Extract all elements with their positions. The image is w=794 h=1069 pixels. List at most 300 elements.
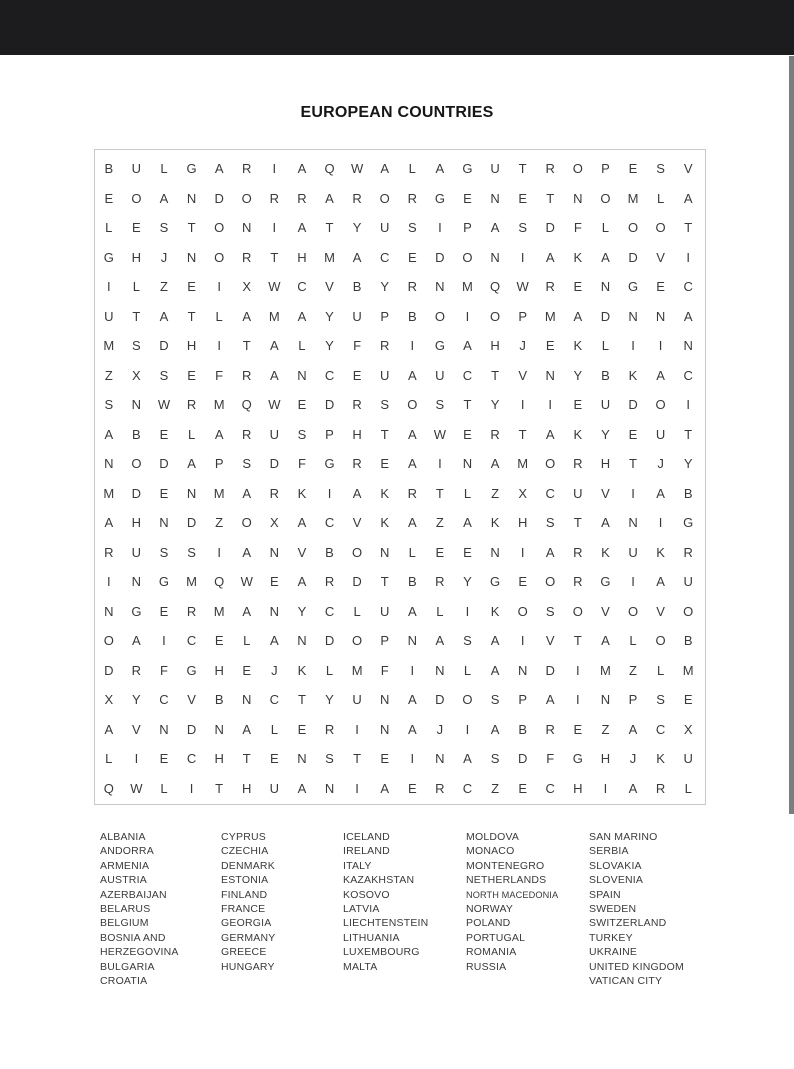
grid-letter: E	[407, 780, 417, 796]
grid-letter: E	[214, 633, 224, 649]
grid-letter: B	[132, 426, 141, 442]
grid-letter: H	[131, 515, 142, 531]
grid-letter: O	[545, 456, 556, 472]
grid-letter: U	[655, 426, 666, 442]
grid-letter: E	[628, 426, 638, 442]
grid-letter: S	[132, 338, 141, 354]
grid-letter: L	[243, 633, 251, 649]
grid-letter: I	[410, 662, 415, 678]
grid-letter: O	[241, 190, 252, 206]
grid-letter: A	[407, 367, 417, 383]
grid-letter: E	[104, 190, 114, 206]
grid-letter: L	[325, 662, 334, 678]
grid-letter: T	[380, 574, 389, 590]
word-list-entry: BELGIUM	[100, 917, 149, 930]
grid-letter: R	[573, 544, 583, 560]
grid-letter: E	[269, 574, 279, 590]
grid-letter: A	[435, 161, 445, 177]
grid-letter: I	[520, 544, 525, 560]
grid-letter: A	[187, 456, 196, 472]
grid-letter: X	[518, 485, 527, 501]
grid-letter: R	[407, 485, 417, 501]
grid-letter: O	[434, 308, 445, 324]
grid-letter: R	[242, 161, 252, 177]
grid-letter: O	[103, 633, 114, 649]
grid-letter: K	[297, 662, 307, 678]
word-list-entry: PORTUGAL	[466, 931, 526, 944]
grid-letter: N	[462, 456, 473, 472]
grid-letter: I	[631, 574, 635, 590]
grid-letter: I	[631, 485, 635, 501]
grid-letter: W	[516, 279, 529, 295]
grid-letter: O	[352, 633, 363, 649]
grid-letter: Y	[297, 603, 307, 619]
grid-letter: E	[518, 780, 527, 796]
grid-letter: L	[353, 603, 361, 619]
word-list-entry: MONTENEGRO	[466, 859, 545, 872]
word-list-entry: CYPRUS	[221, 831, 266, 843]
grid-letter: N	[297, 751, 307, 767]
grid-letter: A	[490, 220, 500, 236]
grid-letter: N	[407, 633, 417, 649]
word-list-entry: BOSNIA AND	[100, 931, 166, 944]
grid-letter: F	[159, 662, 168, 678]
grid-letter: R	[242, 367, 252, 383]
grid-letter: A	[656, 367, 665, 383]
grid-letter: H	[490, 338, 500, 354]
grid-letter: N	[131, 574, 142, 590]
grid-letter: U	[269, 426, 280, 442]
grid-letter: G	[490, 574, 501, 590]
grid-letter: N	[435, 662, 445, 678]
grid-letter: A	[463, 751, 472, 767]
grid-letter: A	[573, 308, 583, 324]
grid-letter: A	[490, 633, 500, 649]
grid-letter: E	[159, 426, 169, 442]
grid-letter: T	[242, 751, 251, 767]
grid-letter: D	[435, 249, 445, 265]
grid-letter: D	[628, 397, 638, 413]
grid-letter: O	[462, 249, 473, 265]
grid-letter: G	[627, 279, 639, 295]
grid-letter: N	[435, 279, 445, 295]
grid-letter: O	[131, 456, 142, 472]
grid-letter: A	[407, 426, 417, 442]
word-list-entry: SAN MARINO	[589, 831, 658, 843]
grid-letter: R	[573, 574, 583, 590]
word-list-entry: MALTA	[343, 960, 378, 973]
grid-letter: C	[545, 780, 555, 796]
grid-letter: U	[131, 161, 142, 177]
word-list-entry: POLAND	[466, 917, 511, 930]
grid-letter: V	[683, 161, 693, 177]
grid-letter: E	[545, 338, 555, 354]
grid-letter: R	[352, 190, 362, 206]
grid-letter: F	[573, 220, 582, 236]
grid-letter: A	[297, 308, 307, 324]
grid-letter: A	[297, 161, 307, 177]
grid-letter: X	[269, 515, 279, 531]
grid-letter: M	[213, 485, 225, 501]
grid-letter: K	[656, 544, 665, 560]
grid-letter: N	[324, 780, 335, 796]
word-list-entry: LATVIA	[343, 903, 380, 916]
grid-letter: A	[407, 692, 417, 708]
grid-letter: A	[380, 780, 390, 796]
grid-letter: L	[463, 485, 472, 501]
grid-letter: A	[104, 426, 114, 442]
grid-letter: H	[600, 456, 611, 472]
grid-letter: E	[518, 190, 527, 206]
grid-letter: S	[159, 544, 169, 560]
grid-letter: O	[214, 249, 225, 265]
grid-letter: H	[600, 751, 611, 767]
grid-letter: I	[576, 692, 580, 708]
grid-letter: O	[655, 397, 666, 413]
word-list	[0, 830, 794, 1000]
grid-letter: Y	[490, 397, 500, 413]
grid-letter: I	[520, 249, 525, 265]
grid-letter: H	[214, 751, 224, 767]
grid-letter: S	[159, 220, 169, 236]
grid-letter: L	[684, 780, 692, 796]
puzzle-title: EUROPEAN COUNTRIES	[300, 104, 494, 121]
word-list-entry: RUSSIA	[466, 960, 507, 973]
grid-letter: P	[518, 692, 527, 708]
grid-letter: R	[545, 161, 555, 177]
word-list-column	[100, 830, 179, 988]
grid-letter: H	[186, 338, 197, 354]
word-list-entry: LIECHTENSTEIN	[343, 917, 429, 930]
grid-letter: T	[132, 308, 141, 324]
grid-letter: M	[213, 603, 225, 619]
right-edge-strip	[789, 56, 794, 814]
grid-letter: E	[159, 751, 169, 767]
grid-letter: S	[380, 397, 390, 413]
grid-letter: F	[215, 367, 224, 383]
grid-letter: V	[545, 633, 555, 649]
grid-letter: A	[159, 190, 169, 206]
grid-letter: V	[518, 367, 527, 383]
grid-letter: E	[407, 249, 417, 265]
grid-letter: I	[189, 780, 194, 796]
grid-letter: C	[297, 279, 307, 295]
word-list-entry: LITHUANIA	[343, 931, 400, 944]
grid-letter: I	[658, 515, 663, 531]
grid-letter: P	[463, 220, 472, 236]
grid-letter: U	[683, 574, 693, 590]
grid-letter: E	[463, 544, 472, 560]
grid-letter: S	[159, 367, 169, 383]
grid-letter: D	[159, 456, 169, 472]
grid-letter: I	[438, 220, 442, 236]
grid-letter: T	[463, 397, 472, 413]
grid-letter: S	[490, 751, 500, 767]
grid-letter: C	[186, 633, 197, 649]
grid-letter: R	[131, 662, 142, 678]
grid-letter: R	[573, 456, 583, 472]
grid-letter: E	[380, 751, 390, 767]
grid-letter: Y	[380, 279, 390, 295]
grid-letter: T	[380, 426, 389, 442]
word-list-entry: UNITED KINGDOM	[589, 960, 684, 973]
grid-letter: A	[628, 721, 638, 737]
grid-letter: P	[628, 692, 638, 708]
grid-letter: H	[517, 515, 528, 531]
grid-letter: Z	[159, 279, 168, 295]
grid-letter: D	[600, 308, 611, 324]
grid-letter: N	[683, 338, 693, 354]
grid-letter: A	[380, 161, 390, 177]
grid-letter: I	[465, 721, 470, 737]
grid-letter: D	[628, 249, 638, 265]
grid-letter: I	[327, 485, 332, 501]
grid-letter: Y	[132, 692, 141, 708]
grid-letter: D	[186, 515, 197, 531]
grid-letter: X	[132, 367, 141, 383]
grid-letter: H	[573, 780, 583, 796]
grid-letter: J	[629, 751, 637, 767]
grid-letter: I	[217, 338, 221, 354]
word-list-entry: FINLAND	[221, 888, 268, 901]
grid-letter: A	[159, 308, 169, 324]
grid-letter: F	[297, 456, 306, 472]
grid-letter: D	[517, 751, 528, 767]
grid-letter: E	[297, 397, 307, 413]
grid-letter: C	[462, 367, 473, 383]
grid-letter: V	[601, 603, 610, 619]
grid-letter: R	[490, 426, 500, 442]
grid-letter: C	[159, 692, 169, 708]
grid-letter: D	[545, 662, 555, 678]
grid-letter: M	[627, 190, 639, 206]
grid-letter: I	[520, 397, 525, 413]
grid-letter: N	[490, 249, 500, 265]
word-list-entry: NORWAY	[466, 903, 514, 916]
grid-letter: B	[407, 574, 417, 590]
word-list-entry: TURKEY	[589, 931, 633, 944]
grid-letter: S	[435, 397, 445, 413]
grid-letter: S	[463, 633, 472, 649]
grid-letter: R	[435, 574, 445, 590]
grid-letter: I	[134, 751, 139, 767]
word-list-entry: GERMANY	[221, 931, 276, 944]
word-list-entry: HERZEGOVINA	[100, 946, 179, 959]
grid-letter: A	[352, 249, 362, 265]
grid-letter: I	[465, 603, 470, 619]
grid-letter: N	[159, 721, 169, 737]
grid-letter: R	[104, 544, 114, 560]
grid-letter: E	[573, 279, 583, 295]
word-list-entry: FRANCE	[221, 903, 266, 916]
grid-letter: L	[656, 190, 665, 206]
word-list-entry: SWEDEN	[589, 903, 637, 916]
grid-letter: O	[627, 220, 639, 236]
grid-letter: R	[655, 780, 666, 796]
grid-letter: O	[131, 190, 142, 206]
grid-letter: W	[240, 574, 253, 590]
grid-letter: I	[410, 338, 415, 354]
grid-letter: Y	[325, 338, 334, 354]
grid-letter: L	[656, 662, 665, 678]
grid-letter: V	[656, 249, 665, 265]
grid-letter: O	[572, 603, 583, 619]
grid-letter: N	[214, 721, 224, 737]
grid-letter: H	[297, 249, 307, 265]
grid-letter: N	[517, 662, 528, 678]
grid-letter: O	[600, 190, 611, 206]
grid-letter: S	[104, 397, 114, 413]
grid-letter: A	[242, 485, 252, 501]
grid-letter: B	[407, 308, 417, 324]
grid-letter: V	[297, 544, 307, 560]
grid-letter: S	[297, 426, 307, 442]
grid-letter: V	[132, 721, 141, 737]
grid-letter: N	[490, 190, 500, 206]
grid-letter: T	[270, 249, 279, 265]
grid-letter: R	[407, 279, 417, 295]
grid-letter: G	[131, 603, 142, 619]
grid-letter: K	[573, 338, 583, 354]
grid-letter: A	[601, 515, 610, 531]
grid-letter: K	[601, 544, 610, 560]
grid-letter: A	[214, 426, 224, 442]
grid-letter: B	[518, 721, 527, 737]
grid-letter: T	[325, 220, 334, 236]
word-list-entry: CZECHIA	[221, 845, 269, 858]
grid-letter: R	[324, 574, 335, 590]
grid-letter: K	[573, 426, 583, 442]
grid-letter: E	[573, 721, 583, 737]
grid-letter: L	[408, 544, 416, 560]
grid-letter: A	[601, 633, 610, 649]
grid-letter: I	[106, 574, 111, 590]
grid-letter: R	[186, 603, 197, 619]
grid-letter: T	[684, 220, 693, 236]
grid-letter: W	[350, 161, 364, 177]
grid-letter: N	[573, 190, 583, 206]
grid-letter: M	[103, 338, 115, 354]
grid-letter: I	[520, 633, 525, 649]
grid-letter: A	[656, 574, 665, 590]
grid-letter: G	[462, 161, 473, 177]
grid-letter: L	[408, 161, 416, 177]
word-list-entry: LUXEMBOURG	[343, 946, 420, 959]
grid-letter: R	[380, 338, 390, 354]
grid-letter: O	[241, 515, 252, 531]
word-list-column	[589, 830, 684, 988]
grid-letter: E	[187, 367, 196, 383]
grid-letter: O	[462, 692, 473, 708]
grid-letter: G	[683, 515, 694, 531]
grid-letter: N	[131, 397, 142, 413]
grid-letter: N	[380, 721, 390, 737]
grid-letter: O	[655, 633, 666, 649]
grid-letter: E	[573, 397, 583, 413]
grid-letter: H	[214, 662, 224, 678]
grid-letter: I	[548, 397, 553, 413]
grid-letter: S	[656, 692, 665, 708]
grid-letter: U	[352, 692, 362, 708]
grid-letter: K	[490, 603, 500, 619]
grid-letter: A	[463, 338, 472, 354]
grid-letter: E	[187, 279, 196, 295]
word-list-column	[221, 830, 276, 974]
grid-letter: P	[601, 161, 610, 177]
grid-letter: B	[601, 367, 610, 383]
grid-letter: R	[269, 485, 280, 501]
grid-letter: E	[352, 367, 362, 383]
grid-letter: R	[352, 456, 362, 472]
grid-letter: N	[297, 367, 307, 383]
grid-letter: P	[518, 308, 527, 324]
grid-letter: K	[628, 367, 638, 383]
grid-letter: U	[104, 308, 114, 324]
grid-letter: L	[132, 279, 140, 295]
grid-letter: J	[160, 249, 168, 265]
grid-letter: A	[242, 603, 252, 619]
grid-letter: T	[215, 780, 224, 796]
grid-letter: J	[271, 662, 278, 678]
grid-letter: X	[683, 721, 693, 737]
grid-letter: L	[270, 721, 278, 737]
grid-letter: N	[600, 692, 611, 708]
grid-letter: M	[324, 249, 335, 265]
grid-letter: O	[379, 190, 390, 206]
grid-letter: D	[324, 397, 335, 413]
grid-letter: B	[325, 544, 334, 560]
grid-letter: N	[297, 633, 307, 649]
word-list-entry: ALBANIA	[100, 831, 146, 843]
top-black-bar	[0, 0, 794, 55]
grid-letter: A	[132, 633, 141, 649]
grid-letter: T	[297, 692, 306, 708]
grid-letter: N	[186, 249, 197, 265]
grid-letter: G	[103, 249, 114, 265]
word-list-entry: VATICAN CITY	[589, 975, 663, 988]
grid-letter: M	[213, 397, 225, 413]
grid-letter: V	[601, 485, 610, 501]
grid-letter: A	[545, 544, 555, 560]
grid-letter: I	[272, 220, 277, 236]
grid-letter: O	[627, 603, 639, 619]
grid-letter: L	[187, 426, 196, 442]
grid-letter: D	[131, 485, 142, 501]
grid-letter: C	[655, 721, 666, 737]
grid-letter: L	[215, 308, 223, 324]
grid-letter: I	[686, 249, 691, 265]
grid-letter: G	[324, 456, 335, 472]
grid-letter: L	[160, 161, 168, 177]
grid-letter: K	[380, 485, 390, 501]
grid-letter: D	[435, 692, 445, 708]
grid-letter: R	[324, 721, 335, 737]
grid-letter: D	[269, 456, 280, 472]
grid-letter: C	[380, 249, 390, 265]
grid-letter: Y	[683, 456, 693, 472]
grid-letter: O	[683, 603, 694, 619]
word-list-entry: CROATIA	[100, 975, 148, 988]
grid-letter: K	[490, 515, 500, 531]
grid-letter: Q	[324, 161, 335, 177]
word-list-entry: HUNGARY	[221, 960, 275, 973]
grid-letter: M	[462, 279, 473, 295]
grid-letter: R	[186, 397, 197, 413]
grid-letter: M	[351, 662, 363, 678]
grid-letter: A	[656, 485, 665, 501]
grid-letter: R	[545, 279, 555, 295]
grid-letter: I	[410, 751, 415, 767]
